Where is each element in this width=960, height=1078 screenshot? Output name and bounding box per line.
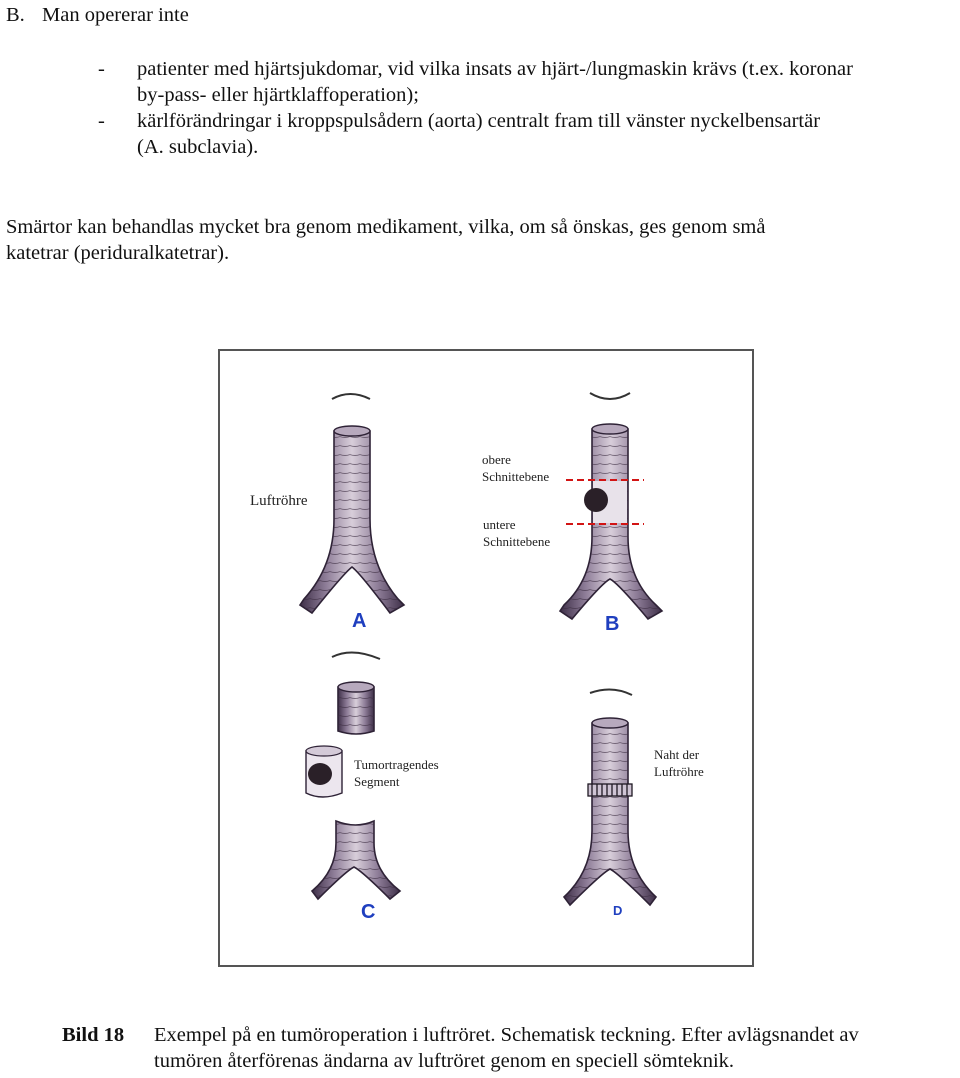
panel-c-letter: C (361, 901, 376, 923)
obere-label-1: obere (482, 452, 511, 467)
naht-label-2: Luftröhre (654, 764, 704, 779)
caption-line-2: tumören återförenas ändarna av luftröret genom en speciell sömteknik. (154, 1050, 735, 1072)
trachea-drawing (220, 351, 752, 965)
trachea-figure (218, 349, 754, 967)
section-heading: Man opererar inte (42, 4, 189, 26)
bullet-1-line-1: patienter med hjärtsjukdomar, vid vilka insats av hjärt-/lungmaskin krävs (t.ex. koronar (137, 58, 853, 80)
naht-label-1: Naht der (654, 747, 700, 762)
caption-label: Bild 18 (62, 1024, 125, 1046)
tumor-segment-label-2: Segment (354, 774, 400, 789)
panel-d-letter: D (613, 903, 623, 918)
panel-b-letter: B (605, 613, 620, 635)
bullet-dash: - (98, 58, 105, 80)
panel-b-trachea (482, 393, 662, 635)
tumor-segment-label-1: Tumortragendes (354, 757, 439, 772)
caption-line-1: Exempel på en tumöroperation i luftröret. Schematisk teckning. Efter avlägsnandet av (154, 1024, 859, 1046)
obere-label-2: Schnittebene (482, 469, 550, 484)
suture-icon (588, 784, 632, 796)
paragraph-line-1: Smärtor kan behandlas mycket bra genom medikament, vilka, om så önskas, ges genom små (6, 216, 766, 238)
panel-d-trachea (564, 689, 704, 918)
bullet-dash: - (98, 110, 105, 132)
untere-label-2: Schnittebene (483, 534, 551, 549)
panel-c-trachea (306, 652, 439, 923)
panel-a-trachea (250, 394, 404, 632)
paragraph-line-2: katetrar (periduralkatetrar). (6, 242, 230, 264)
panel-a-letter: A (352, 610, 367, 632)
untere-label-1: untere (483, 517, 516, 532)
bullet-2-line-1: kärlförändringar i kroppspulsådern (aorta) centralt fram till vänster nyckelbensartär (137, 110, 821, 132)
luftrohre-label: Luftröhre (250, 493, 308, 509)
bullet-2-line-2: (A. subclavia). (137, 136, 259, 158)
bullet-1-line-2: by-pass- eller hjärtklaffoperation); (137, 84, 419, 106)
tumor-icon (584, 488, 608, 512)
section-letter: B. (6, 4, 25, 26)
